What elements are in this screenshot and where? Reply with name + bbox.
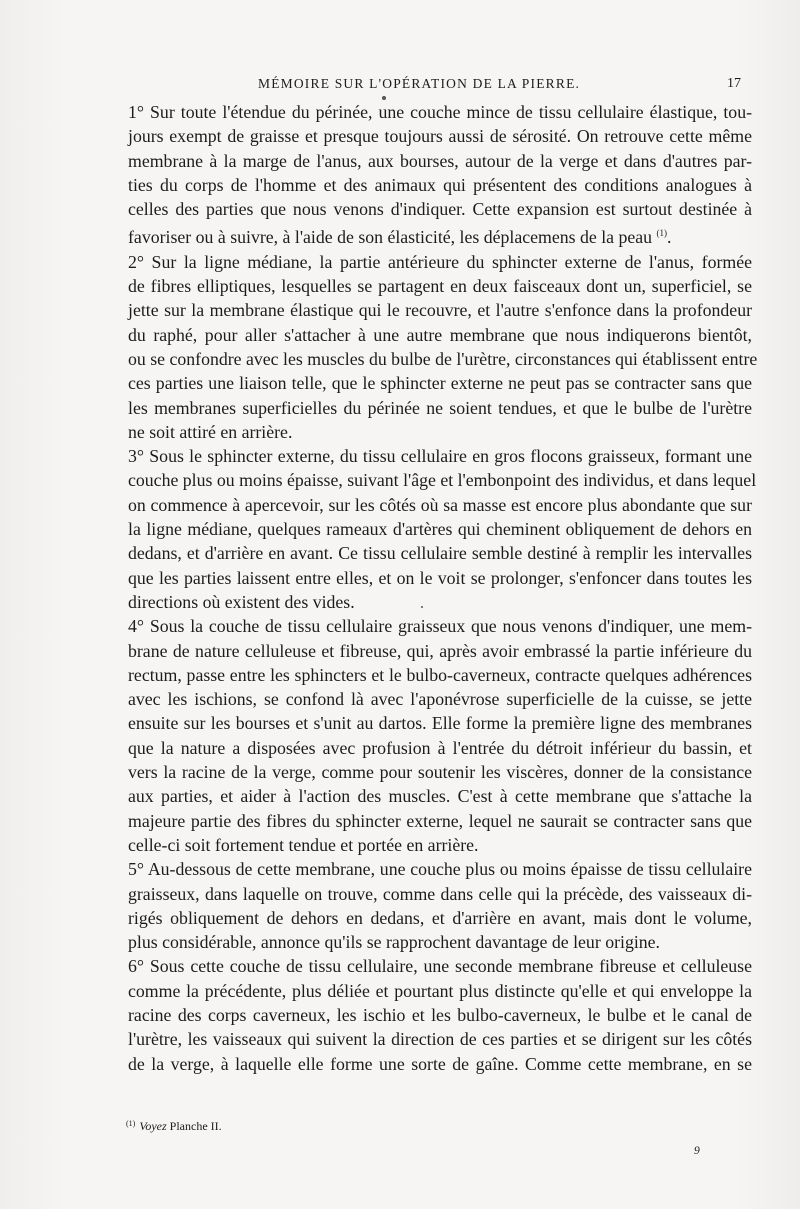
text-line: la ligne médiane, quelques rameaux d'artères qui cheminent obliquement de dehors en [128,519,752,540]
text-line: 5° Au-dessous de cette membrane, une couche plus ou moins épaisse de tissu cellulaire [128,859,752,880]
running-head [0,76,800,96]
footnote-number: (1) [126,1119,136,1128]
text-line: ces parties une liaison telle, que le sphincter externe ne peut pas se contracter sans que [128,373,752,394]
paragraph-2 [114,250,758,444]
ink-speck [421,606,423,608]
text-line: favoriser ou à suivre, à l'aide de son élasticité, les déplacemens de la peau [128,227,653,248]
page-number: 17 [727,76,741,91]
text-line: majeure partie des fibres du sphincter externe, lequel ne saurait se contracter sans que [128,810,752,831]
text-line: directions où existent des vides. [128,591,355,612]
text-line: ne soit attiré en arrière. [128,421,293,442]
paragraph-5 [114,857,752,954]
body-text [114,100,758,1076]
text-line: membrane à la marge de l'anus, aux bourses, autour de la verge et dans d'autres par- [128,150,752,171]
text-line: les membranes superficielles du périnée ne soient tendues, et que le bulbe de l'urètre [128,397,752,418]
paragraph-4 [114,614,752,857]
trailing-punctuation: . [667,227,672,248]
text-line: celles des parties que nous venons d'indiquer. Cette expansion est surtout destinée à [128,199,752,220]
text-line: on commence à apercevoir, sur les côtés où sa masse est encore plus abondante que sur [128,494,752,515]
text-line: graisseux, dans laquelle on trouve, comme dans celle qui la précède, des vaisseaux di- [128,883,752,904]
text-line: plus considérable, annonce qu'ils se rapprochent davantage de leur origine. [128,932,661,953]
text-line: 2° Sur la ligne médiane, la partie antérieure du sphincter externe de l'anus, formée [128,251,752,272]
text-line: dedans, et d'arrière en avant. Ce tissu cellulaire semble destiné à remplir les intervalles [128,543,752,564]
footnote-text: Planche II. [169,1119,222,1133]
text-line: jours exempt de graisse et presque toujours aussi de sérosité. On retrouve cette même [128,126,752,147]
text-line: ensuite sur les bourses et s'unit au dartos. Elle forme la première ligne des membranes [128,713,752,734]
text-line: que la nature a disposées avec profusion à l'entrée du détroit inférieur du bassin, et [128,737,752,758]
text-line: 6° Sous cette couche de tissu cellulaire, une seconde membrane fibreuse et celluleuse [128,956,752,977]
text-line: du raphé, pour aller s'attacher à une autre membrane que nous indiquerons bientôt, [128,324,752,345]
text-line: de la verge, à laquelle elle forme une sorte de gaîne. Comme cette membrane, en se [128,1053,752,1074]
text-line: vers la racine de la verge, comme pour soutenir les viscères, donner de la consistance [128,762,752,783]
text-line: l'urètre, les vaisseaux qui suivent la direction de ces parties et se dirigent sur les côtés [128,1029,752,1050]
text-line: que les parties laissent entre elles, et on le voit se prolonger, s'enfoncer dans toutes les [128,567,752,588]
text-line: brane de nature celluleuse et fibreuse, qui, après avoir embrassé la partie inférieure du [128,640,752,661]
text-line: de fibres elliptiques, lesquelles se partagent en deux faisceaux dont un, superficiel, se [128,276,752,297]
text-line: 4° Sous la couche de tissu cellulaire graisseux que nous venons d'indiquer, une mem- [128,616,752,637]
text-line: racine des corps caverneux, les ischio et les bulbo-caverneux, le bulbe et le canal de [128,1004,752,1025]
text-line: 1° Sur toute l'étendue du périnée, une couche mince de tissu cellulaire élastique, tou- [128,102,752,122]
text-line-with-footnote [114,221,752,249]
text-line: rigés obliquement de dehors en dedans, et d'arrière en avant, mais dont le volume, [128,907,752,928]
footnote-reference[interactable]: (1) [656,228,668,239]
text-line: ou se confondre avec les muscles du bulbe de l'urètre, circonstances qui établissent entre [128,348,758,369]
running-title: MÉMOIRE SUR L'OPÉRATION DE LA PIERRE. [258,76,581,91]
text-line: aux parties, et aider à l'action des muscles. C'est à cette membrane que s'attache la [128,786,752,807]
ink-speck [382,96,386,100]
paragraph-1 [114,100,752,250]
footnote [126,1119,222,1134]
text-line: 3° Sous le sphincter externe, du tissu cellulaire en gros flocons graisseux, formant une [128,446,752,467]
text-line: rectum, passe entre les sphincters et le bulbo-caverneux, contracte quelques adhérences [128,664,752,685]
footnote-italic: Voyez [139,1119,167,1133]
paragraph-3 [114,444,757,614]
text-line: celle-ci soit fortement tendue et portée en arrière. [128,834,479,855]
text-line: ties du corps de l'homme et des animaux qui présentent des conditions analogues à [128,174,752,195]
text-line: couche plus ou moins épaisse, suivant l'âge et l'embonpoint des individus, et dans lequel [128,470,757,491]
paragraph-6 [114,954,752,1075]
text-line: jette sur la membrane élastique qui le recouvre, et l'autre s'enfonce dans la profondeur [128,300,752,321]
text-line: comme la précédente, plus déliée et pourtant plus distincte qu'elle et qui enveloppe la [128,980,752,1001]
signature-mark: 9 [694,1145,700,1157]
text-line: avec les ischions, se confond là avec l'aponévrose superficielle de la cuisse, se jette [128,689,752,710]
